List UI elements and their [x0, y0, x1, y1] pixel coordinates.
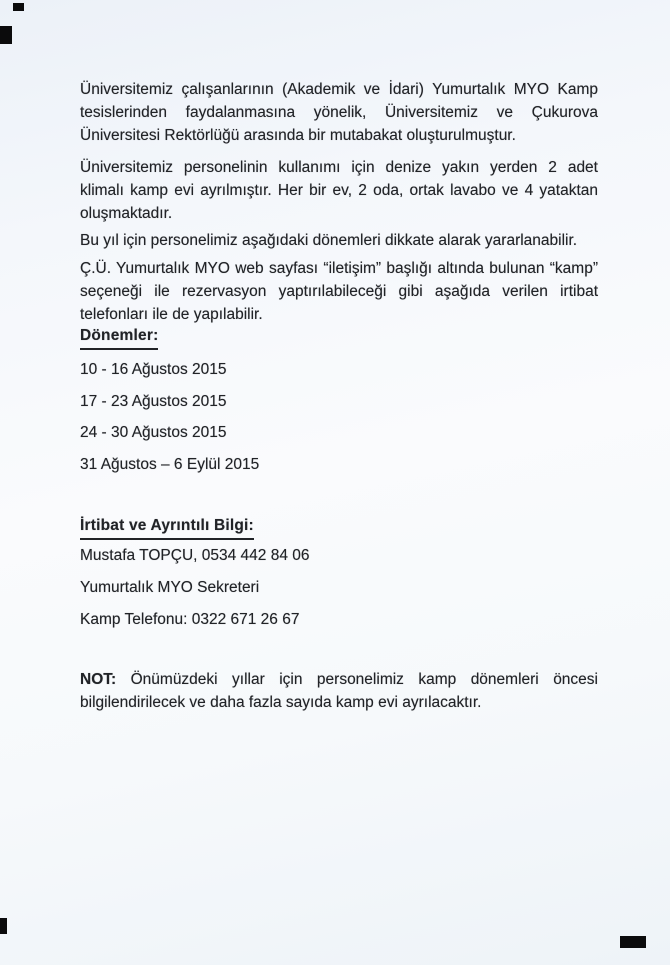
text-line: Ç.Ü. Yumurtalık MYO web sayfası “iletişim” başlığı altında bulunan “kamp” — [80, 260, 598, 277]
text-line: bilgilendirilecek ve daha fazla sayıda kamp evi ayrılacaktır. — [80, 694, 482, 711]
paragraph-this-year — [80, 229, 598, 252]
periods-heading-text: Dönemler: — [80, 324, 158, 350]
text-line: seçeneği ile rezervasyon yaptırılabileceği gibi aşağıda verilen irtibat — [80, 283, 598, 300]
paragraph-reservation — [80, 257, 598, 326]
contact-title: Yumurtalık MYO Sekreteri — [80, 579, 260, 596]
text-line: Bu yıl için personelimiz aşağıdaki dönemleri dikkate alarak yararlanabilir. — [80, 232, 578, 249]
contact-list — [80, 544, 598, 640]
paragraph-note — [80, 668, 598, 714]
period-item: 10 - 16 Ağustos 2015 — [80, 361, 227, 378]
contact-heading-text: İrtibat ve Ayrıntılı Bilgi: — [80, 514, 254, 540]
paragraph-agreement — [80, 78, 598, 147]
text-line: Üniversitemiz personelinin kullanımı için denize yakın yerden 2 adet — [80, 159, 598, 176]
period-item: 24 - 30 Ağustos 2015 — [80, 424, 227, 441]
text-line: oluşmaktadır. — [80, 205, 173, 222]
text-line: tesislerinden faydalanmasına yönelik, Üniversitemiz ve Çukurova — [80, 104, 598, 121]
paragraph-camp-houses — [80, 156, 598, 225]
contact-heading — [80, 514, 598, 540]
period-item: 31 Ağustos – 6 Eylül 2015 — [80, 455, 260, 473]
text-line — [80, 668, 598, 691]
period-item: 17 - 23 Ağustos 2015 — [80, 392, 227, 410]
scan-artifact-top-left-small — [13, 3, 24, 11]
contact-person-phone: Mustafa TOPÇU, 0534 442 84 06 — [80, 547, 310, 564]
scan-artifact-bottom-right — [620, 936, 646, 948]
scan-artifact-top-left-edge — [0, 26, 12, 44]
text-line: klimalı kamp evi ayrılmıştır. Her bir ev, 2 oda, ortak lavabo ve 4 yataktan — [80, 182, 598, 199]
text-line: telefonları ile de yapılabilir. — [80, 306, 263, 323]
note-label: NOT: — [80, 671, 117, 688]
note-text: Önümüzdeki yıllar için personelimiz kamp dönemleri öncesi — [116, 671, 598, 688]
scan-artifact-bottom-left-edge — [0, 918, 7, 934]
periods-heading — [80, 324, 598, 350]
text-line: Üniversitesi Rektörlüğü arasında bir mutabakat oluşturulmuştur. — [80, 127, 516, 144]
text-line: Üniversitemiz çalışanlarının (Akademik ve İdari) Yumurtalık MYO Kamp — [80, 81, 598, 98]
contact-camp-phone: Kamp Telefonu: 0322 671 26 67 — [80, 611, 300, 628]
periods-list — [80, 358, 598, 484]
